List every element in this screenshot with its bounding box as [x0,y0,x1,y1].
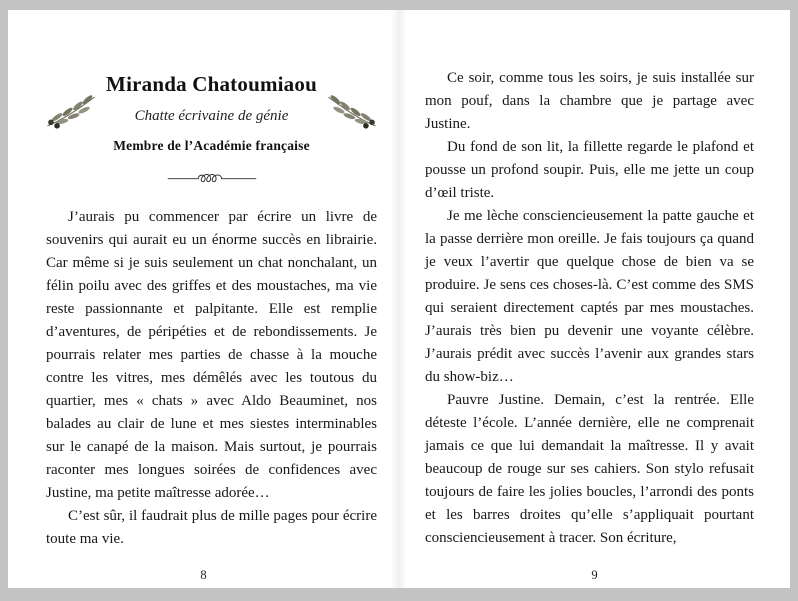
squiggle-divider-icon [46,169,377,189]
page-title: Miranda Chatoumiaou [106,72,317,96]
paragraph: Du fond de son lit, la fillette regarde le plafond et pousse un profond soupir. Puis, elle me jette un coup d’œil triste. [425,139,754,201]
right-page [399,10,790,588]
right-page-body [425,67,754,550]
page-subtitle: Chatte écrivaine de génie [134,108,289,124]
author-affiliation: Membre de l’Académie française [113,138,310,153]
chapter-header [46,72,377,154]
left-page [8,10,399,588]
paragraph: J’aurais pu commencer par écrire un livre de souvenirs qui aurait eu un énorme succès en librairie. Car même si je suis seulement un chat nonchalant, un félin poilu avec des griffes et des moustaches, ma vie reste passionnante et palpitante. Elle est remplie d’aventures, de péripéties et de rebondissements. Je pourrais relater mes parties de chasse à la mouche contre les vitres, mes démêlés avec les toutous du quartier, mes « chats » avec Aldo Beauminet, nos balades au clair de lune et mes siestes interminables sur le canapé de la maison. Mais surtout, je pourrais raconter mes longues soirées de confidences avec Justine, ma petite maîtresse adorée… [46,209,377,501]
header-text [106,72,317,154]
paragraph: Ce soir, comme tous les soirs, je suis installée sur mon pouf, dans la chambre que je partage avec Justine. [425,70,754,132]
book-spread [8,10,790,588]
page-number-right: 9 [591,568,598,582]
page-number-left: 8 [200,568,207,582]
paragraph: C’est sûr, il faudrait plus de mille pages pour écrire toute ma vie. [46,508,377,547]
left-page-body [46,206,377,551]
olive-branch-right-icon [325,90,379,137]
olive-branch-left-icon [44,90,98,137]
paragraph: Je me lèche consciencieusement la patte gauche et la passe derrière mon oreille. Je fais toujours ça quand je veux l’avertir que quelque chose de bien va se produire. Je sens ces choses-là. C’est comme des SMS qui seraient directement captés par mes moustaches. J’aurais très bien pu devenir une voyante célèbre. J’aurais prédit avec succès l’avenir aux grandes stars du show-biz… [425,208,754,385]
paragraph: Pauvre Justine. Demain, c’est la rentrée. Elle déteste l’école. L’année dernière, elle ne comprenait jamais ce que lui demandait la maîtresse. Il y avait beaucoup de rouge sur ses cahiers. Son stylo refusait toujours de faire les jolies boucles, l’arrondi des ponts et les barres droites qu’elle s’appliquait pourtant consciencieusement à tracer. Son écriture, [425,392,754,546]
